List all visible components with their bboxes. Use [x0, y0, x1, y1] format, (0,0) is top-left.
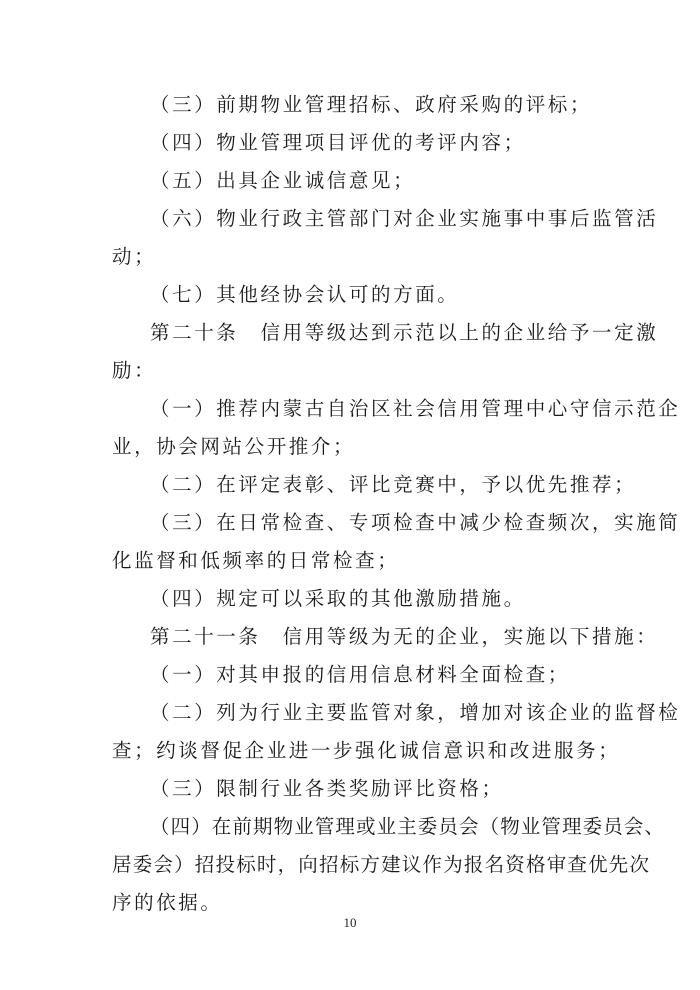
text-line: （四）在前期物业管理或业主委员会（物业管理委员会、 [150, 815, 666, 838]
text-line: 化监督和低频率的日常检查； [112, 549, 400, 572]
text-line: （一）对其申报的信用信息材料全面检查； [150, 663, 570, 686]
article-heading: 第二十条 信用等级达到示范以上的企业给予一定激 [150, 321, 659, 344]
text-line: 励： [112, 359, 157, 382]
text-line: （五）出具企业诚信意见； [150, 169, 416, 192]
text-line: （七）其他经协会认可的方面。 [150, 283, 460, 306]
text-line: （二）在评定表彰、评比竞赛中，予以优先推荐； [150, 473, 637, 496]
text-line: （六）物业行政主管部门对企业实施事中事后监管活 [150, 207, 659, 230]
text-line: 序的依据。 [112, 891, 223, 914]
text-line: （三）前期物业管理招标、政府采购的评标； [150, 93, 593, 116]
text-line: （三）在日常检查、专项检查中减少检查频次，实施简 [150, 511, 681, 534]
text-line: （三）限制行业各类奖励评比资格； [150, 777, 504, 800]
text-line: 查；约谈督促企业进一步强化诚信意识和改进服务； [112, 739, 621, 762]
text-line: （四）物业管理项目评优的考评内容； [150, 131, 526, 154]
text-line: 业，协会网站公开推介； [112, 435, 356, 458]
text-line: （一）推荐内蒙古自治区社会信用管理中心守信示范企 [150, 397, 681, 420]
article-heading: 第二十一条 信用等级为无的企业，实施以下措施： [150, 625, 659, 648]
text-line: 动； [112, 245, 157, 268]
page-number: 10 [343, 915, 357, 930]
text-line: 居委会）招投标时，向招标方建议作为报名资格审查优先次 [112, 853, 651, 876]
text-line: （四）规定可以采取的其他激励措施。 [150, 587, 526, 610]
text-line: （二）列为行业主要监管对象，增加对该企业的监督检 [150, 701, 681, 724]
